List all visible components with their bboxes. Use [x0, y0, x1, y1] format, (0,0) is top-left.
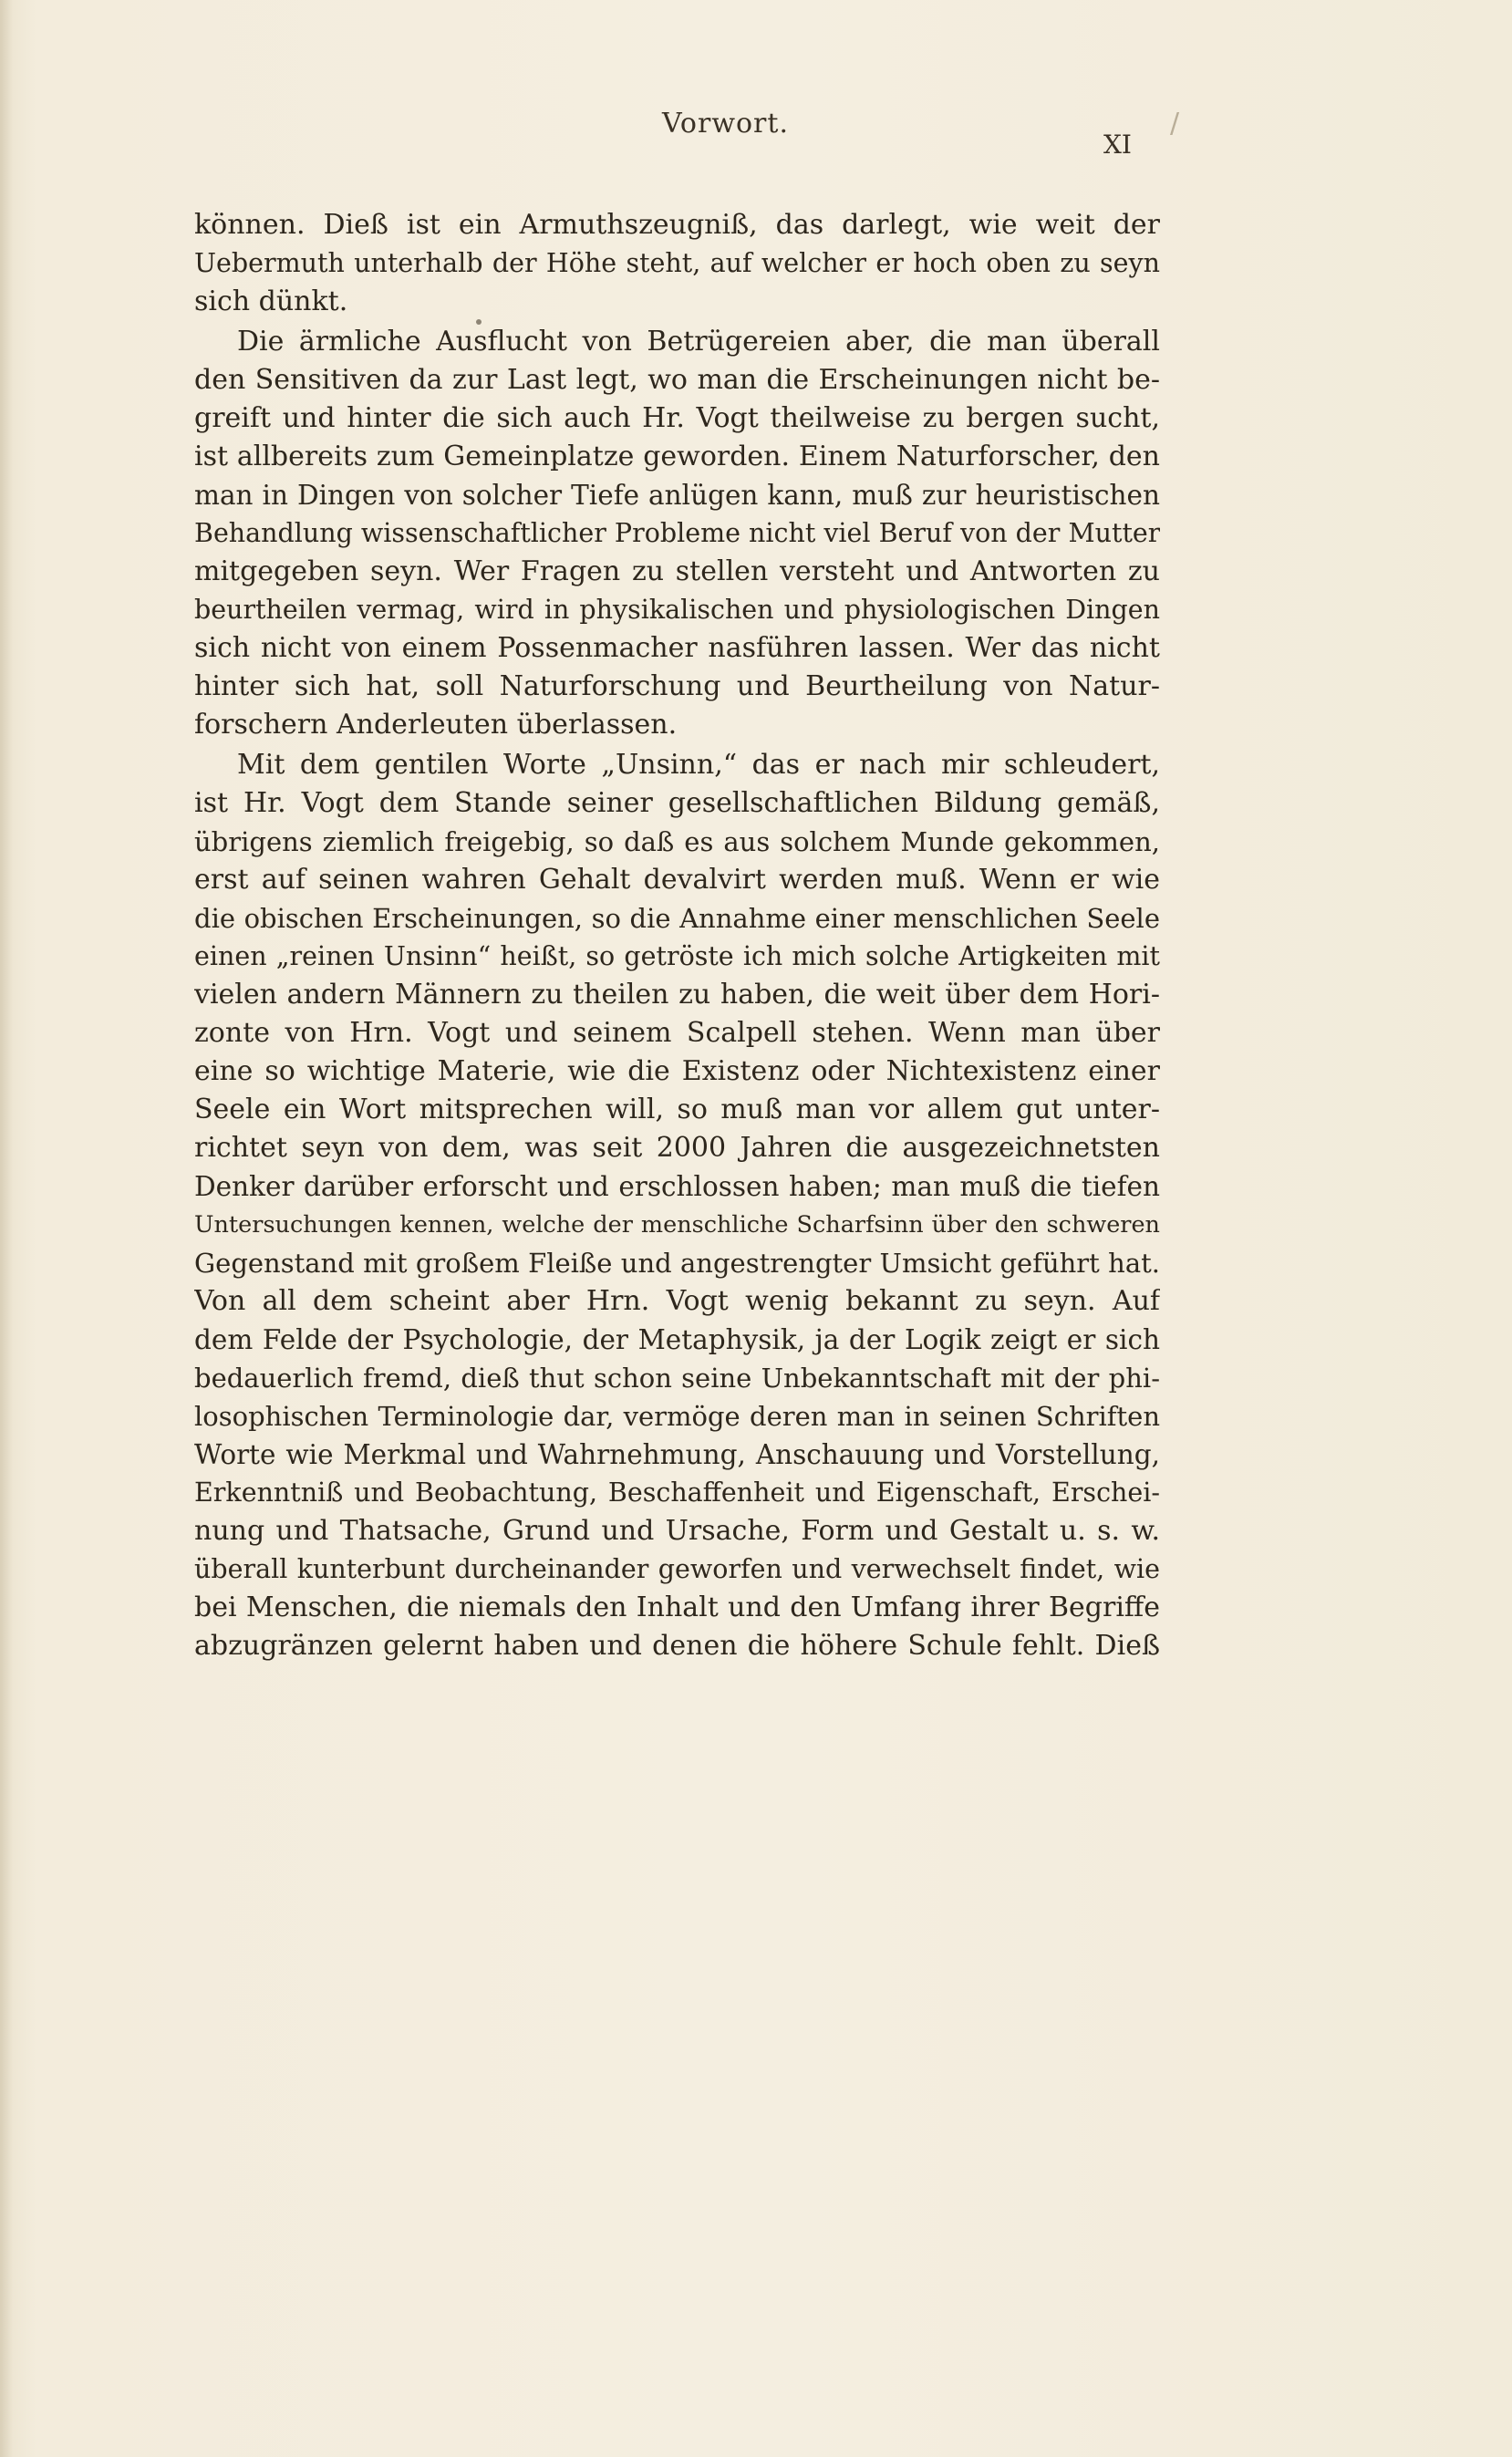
text-line: erst auf seinen wahren Gehalt devalvirt werden muß. Wenn er wie [194, 864, 1160, 896]
page-header [0, 108, 1512, 162]
text-line: Worte wie Merkmal und Wahrnehmung, Anschauung und Vorstellung, [194, 1439, 1160, 1470]
text-line: die obischen Erscheinungen, so die Annahme einer menschlichen Seele [194, 903, 1160, 934]
text-line: greift und hinter die sich auch Hr. Vogt theilweise zu bergen sucht, [194, 402, 1160, 434]
text-line: sich dünkt. [194, 285, 348, 317]
text-line: vielen andern Männern zu theilen zu haben, die weit über dem Hori- [194, 979, 1160, 1011]
text-line: Erkenntniß und Beobachtung, Beschaffenheit und Eigenschaft, Erschei- [194, 1477, 1160, 1508]
text-line: Denker darüber erforscht und erschlossen haben; man muß die tiefen [194, 1171, 1160, 1202]
text-line: bedauerlich fremd, dieß thut schon seine Unbekanntschaft mit der phi- [194, 1363, 1160, 1394]
text-line: Gegenstand mit großem Fleiße und angestrengter Umsicht geführt hat. [194, 1248, 1160, 1279]
text-line: können. Dieß ist ein Armuthszeugniß, das darlegt, wie weit der [194, 209, 1160, 241]
corner-pencil-mark: / [1170, 108, 1180, 140]
running-head: Vorwort. [662, 108, 789, 140]
text-line: zonte von Hrn. Vogt und seinem Scalpell stehen. Wenn man über [194, 1017, 1160, 1049]
text-line: Seele ein Wort mitsprechen will, so muß man vor allem gut unter- [194, 1094, 1160, 1125]
paragraph-start-line: Die ärmliche Ausflucht von Betrügereien aber, die man überall [237, 326, 1160, 358]
text-line: nung und Thatsache, Grund und Ursache, Form und Gestalt u. s. w. [194, 1515, 1160, 1547]
text-line: dem Felde der Psychologie, der Metaphysik, ja der Logik zeigt er sich [194, 1324, 1160, 1355]
text-line: losophischen Terminologie dar, vermöge deren man in seinen Schriften [194, 1401, 1160, 1432]
text-line: einen „reinen Unsinn“ heißt, so getröste ich mich solche Artigkeiten mit [194, 941, 1160, 971]
text-line: Behandlung wissenschaftlicher Probleme nicht viel Beruf von der Mutter [194, 518, 1160, 548]
text-line: hinter sich hat, soll Naturforschung und Beurtheilung von Natur- [194, 670, 1160, 702]
text-line: beurtheilen vermag, wird in physikalischen und physiologischen Dingen [194, 595, 1160, 625]
text-line: richtet seyn von dem, was seit 2000 Jahren die ausgezeichnetsten [194, 1132, 1160, 1164]
text-line: bei Menschen, die niemals den Inhalt und den Umfang ihrer Begriffe [194, 1591, 1160, 1623]
text-line: Untersuchungen kennen, welche der menschliche Scharfsinn über den schweren [194, 1211, 1160, 1239]
text-line: überall kunterbunt durcheinander geworfen und verwechselt findet, wie [194, 1554, 1160, 1584]
text-line: abzugränzen gelernt haben und denen die höhere Schule fehlt. Dieß [194, 1630, 1160, 1662]
text-line: mitgegeben seyn. Wer Fragen zu stellen versteht und Antworten zu [194, 555, 1160, 587]
text-line: eine so wichtige Materie, wie die Existenz oder Nichtexistenz einer [194, 1055, 1160, 1087]
text-line: ist Hr. Vogt dem Stande seiner gesellschaftlichen Bildung gemäß, [194, 787, 1160, 819]
text-line: sich nicht von einem Possenmacher nasführen lassen. Wer das nicht [194, 632, 1160, 664]
text-line: ist allbereits zum Gemeinplatze geworden. Einem Naturforscher, den [194, 441, 1160, 472]
text-line: man in Dingen von solcher Tiefe anlügen kann, muß zur heuristischen [194, 480, 1160, 511]
paragraph-start-line: Mit dem gentilen Worte „Unsinn,“ das er nach mir schleudert, [237, 749, 1160, 781]
text-line: Uebermuth unterhalb der Höhe steht, auf welcher er hoch oben zu seyn [194, 248, 1160, 278]
text-line: den Sensitiven da zur Last legt, wo man die Erscheinungen nicht be- [194, 364, 1160, 396]
text-line: forschern Anderleuten überlassen. [194, 709, 678, 741]
page-number: XI [1103, 130, 1132, 160]
page-fold-shadow [0, 0, 13, 2457]
text-line: übrigens ziemlich freigebig, so daß es aus solchem Munde gekommen, [194, 826, 1160, 857]
text-line: Von all dem scheint aber Hrn. Vogt wenig bekannt zu seyn. Auf [194, 1285, 1160, 1317]
